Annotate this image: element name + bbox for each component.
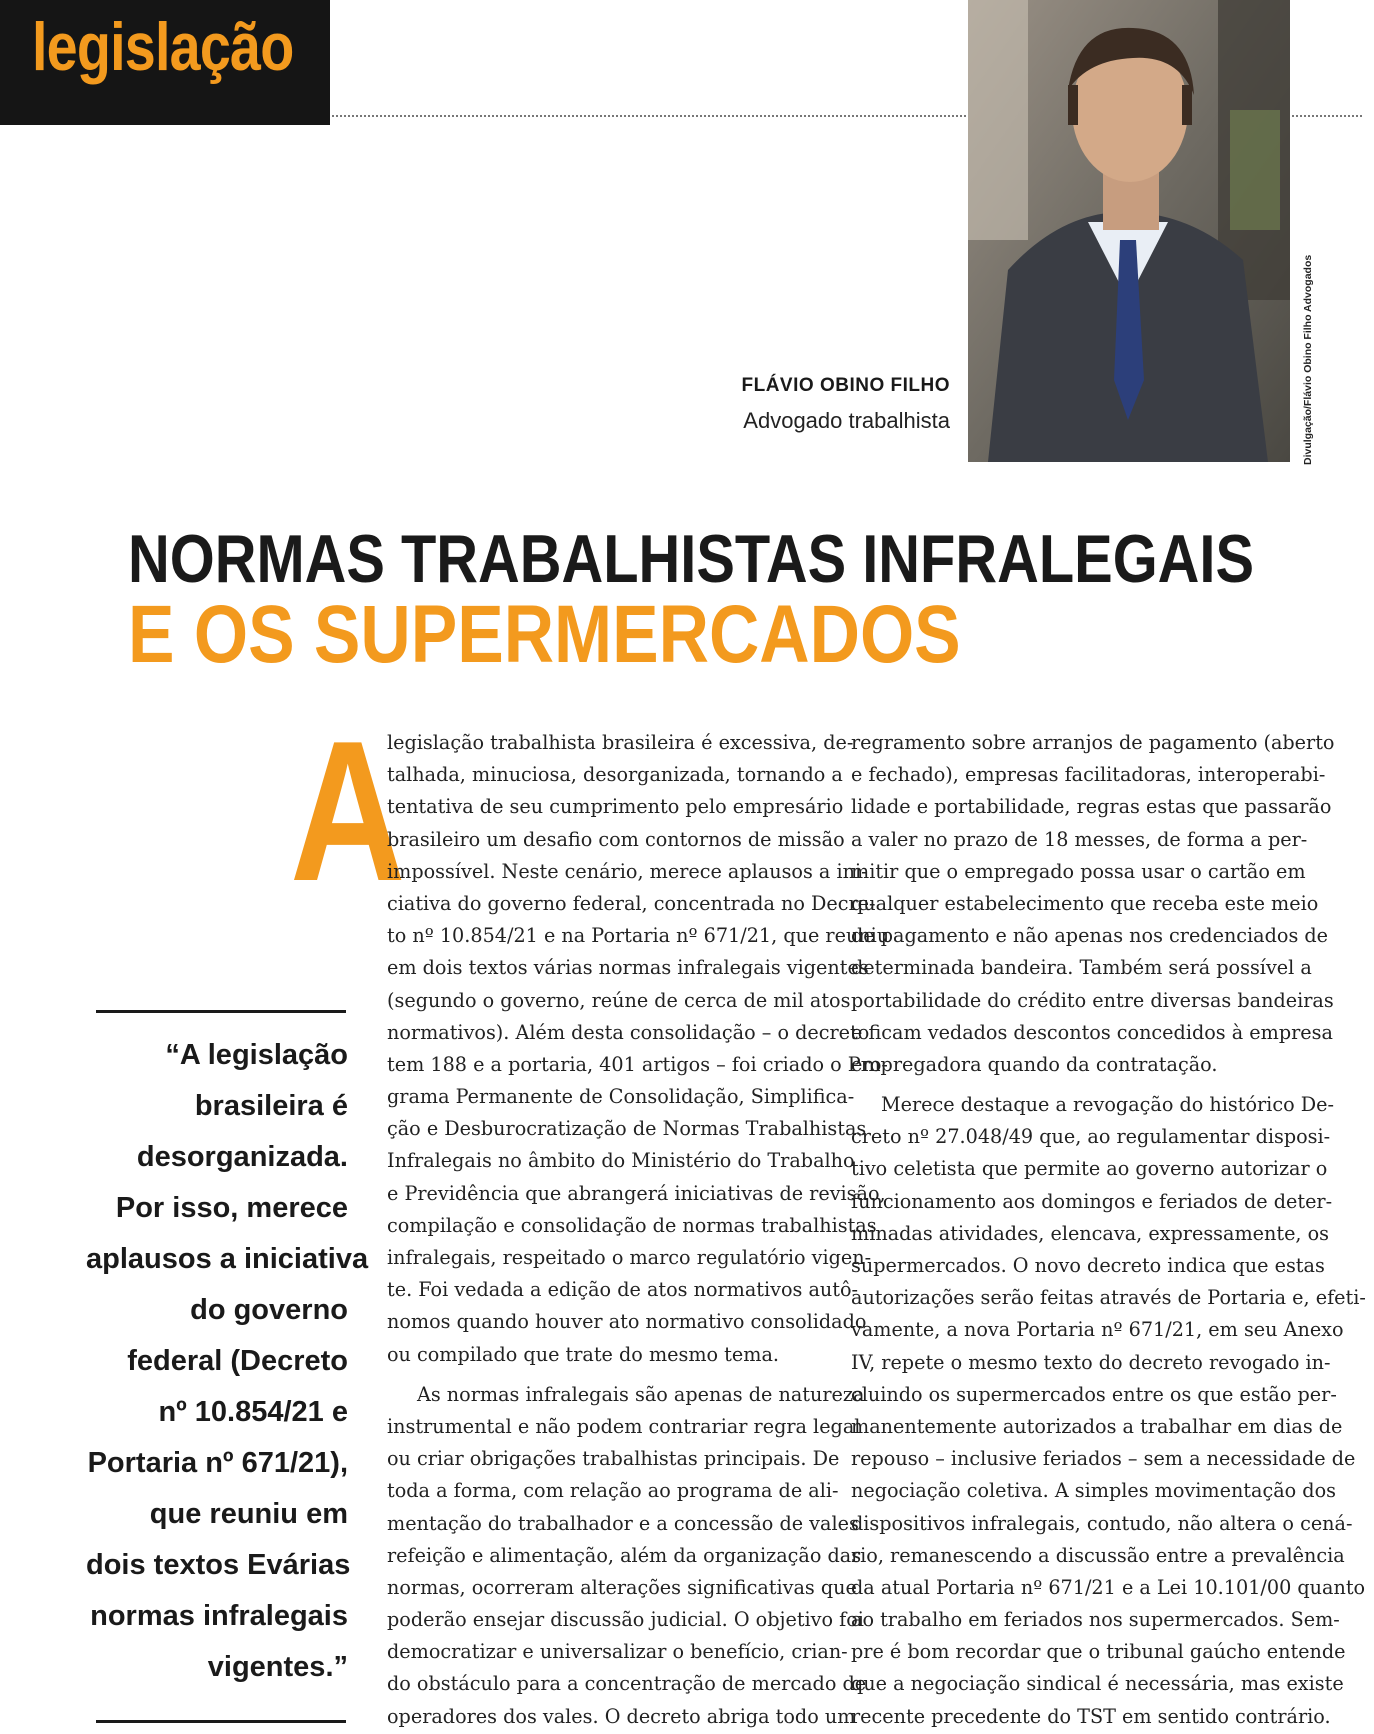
pullquote-rule-bottom xyxy=(96,1720,346,1723)
body-line: operadores dos vales. O decreto abriga todo um xyxy=(387,1704,856,1728)
pullquote-line: normas infralegais xyxy=(90,1600,348,1632)
pullquote-line: Portaria nº 671/21), xyxy=(87,1447,348,1479)
body-line: tem 188 e a portaria, 401 artigos – foi criado o Pro- xyxy=(387,1052,888,1076)
body-line: Infralegais no âmbito do Ministério do Trabalho xyxy=(387,1149,855,1173)
paragraph-gap xyxy=(387,1371,825,1379)
body-line: e ficam vedados descontos concedidos à empresa xyxy=(851,1020,1333,1044)
body-line: empregadora quando da contratação. xyxy=(851,1052,1218,1076)
body-line: IV, repete o mesmo texto do decreto revogado in- xyxy=(851,1350,1331,1374)
body-line: determinada bandeira. Também será possível a xyxy=(851,956,1312,980)
author-role: Advogado trabalhista xyxy=(743,408,950,433)
pullquote-line: que reuniu em xyxy=(149,1498,348,1530)
body-line: e fechado), empresas facilitadoras, interoperabi- xyxy=(851,763,1326,787)
body-line: ou compilado que trate do mesmo tema. xyxy=(387,1342,779,1366)
body-line: normativos). Além desta consolidação – o decreto xyxy=(387,1020,870,1044)
body-line: legislação trabalhista brasileira é excessiva, de- xyxy=(387,731,854,754)
author-name: FLÁVIO OBINO FILHO xyxy=(741,375,950,396)
photo-credit-text: Divulgação/Flávio Obino Filho Advogados xyxy=(1302,254,1314,465)
headline-line-1: NORMAS TRABALHISTAS INFRALEGAIS xyxy=(128,521,1255,597)
body-line: democratizar e universalizar o benefício, crian- xyxy=(387,1640,848,1664)
body-column-1 xyxy=(387,727,890,1733)
body-line: ou criar obrigações trabalhistas principais. De xyxy=(387,1447,840,1471)
body-line: da atual Portaria nº 671/21 e a Lei 10.101/00 quanto xyxy=(851,1575,1366,1599)
body-line: infralegais, respeitado o marco regulatório vigen- xyxy=(387,1246,872,1269)
pullquote-line: desorganizada. xyxy=(136,1141,348,1173)
pullquote-rule-top xyxy=(96,1010,346,1013)
pullquote-line: Por isso, merece xyxy=(115,1192,348,1224)
pullquote xyxy=(86,1030,369,1693)
body-line: talhada, minuciosa, desorganizada, tornando a xyxy=(387,763,843,787)
author-portrait-illustration xyxy=(968,0,1290,462)
pullquote-line: brasileira é xyxy=(194,1090,348,1122)
body-line: dispositivos infralegais, contudo, não altera o cená- xyxy=(851,1511,1353,1535)
pullquote-line: vigentes.” xyxy=(207,1651,348,1683)
body-line: a valer no prazo de 18 messes, de forma a per- xyxy=(851,827,1308,851)
body-line: ciativa do governo federal, concentrada no Decre- xyxy=(387,891,876,915)
body-line: regramento sobre arranjos de pagamento (aberto xyxy=(851,731,1335,754)
body-line: te. Foi vedada a edição de atos normativos autô- xyxy=(387,1278,859,1302)
body-line: mentação do trabalhador e a concessão de vales xyxy=(387,1511,859,1535)
body-line: negociação coletiva. A simples movimentação dos xyxy=(851,1479,1336,1503)
body-line: autorizações serão feitas através de Portaria e, efeti- xyxy=(851,1286,1366,1310)
body-line: manentemente autorizados a trabalhar em dias de xyxy=(851,1414,1343,1438)
body-line: supermercados. O novo decreto indica que estas xyxy=(851,1254,1325,1277)
body-line: ao trabalho em feriados nos supermercados. Sem- xyxy=(851,1608,1340,1632)
body-line: e Previdência que abrangerá iniciativas de revisão, xyxy=(387,1181,886,1205)
paragraph-gap xyxy=(851,1081,1288,1089)
body-line: toda a forma, com relação ao programa de ali- xyxy=(387,1479,839,1503)
pullquote-line: do governo xyxy=(190,1294,348,1326)
body-line: em dois textos várias normas infralegais vigentes xyxy=(387,956,869,980)
body-line: impossível. Neste cenário, merece aplausos a ini- xyxy=(387,859,868,883)
body-line: que a negociação sindical é necessária, mas existe xyxy=(851,1672,1344,1696)
body-line: (segundo o governo, reúne de cerca de mil atos xyxy=(387,988,851,1012)
body-line: brasileiro um desafio com contornos de missão xyxy=(387,827,845,851)
body-line: funcionamento aos domingos e feriados de deter- xyxy=(851,1189,1333,1213)
body-line: compilação e consolidação de normas trabalhistas xyxy=(387,1213,877,1237)
section-tag-label: legislação xyxy=(32,9,294,85)
body-line: vamente, a nova Portaria nº 671/21, em seu Anexo xyxy=(851,1318,1344,1342)
body-column-2 xyxy=(851,727,1366,1733)
photo-credit xyxy=(1302,235,1316,465)
headline-line-2: E OS SUPERMERCADOS xyxy=(128,589,961,680)
pullquote-line: “A legislação xyxy=(165,1039,348,1071)
pullquote-line: aplausos a iniciativa xyxy=(86,1243,369,1275)
body-line: instrumental e não podem contrariar regra legal xyxy=(387,1414,861,1438)
body-line: pre é bom recordar que o tribunal gaúcho entende xyxy=(851,1640,1346,1664)
body-line: recente precedente do TST em sentido contrário. xyxy=(851,1704,1331,1728)
body-line: to nº 10.854/21 e na Portaria nº 671/21, que reuniu xyxy=(387,924,890,948)
body-line: cluindo os supermercados entre os que estão per- xyxy=(851,1382,1337,1406)
body-line: refeição e alimentação, além da organização das xyxy=(387,1543,862,1567)
body-line: Merece destaque a revogação do histórico De- xyxy=(881,1093,1334,1117)
pullquote-line: federal (Decreto xyxy=(127,1345,348,1377)
section-tag xyxy=(0,0,330,125)
body-line: normas, ocorreram alterações significativas que xyxy=(387,1575,857,1599)
body-line: poderão ensejar discussão judicial. O objetivo foi xyxy=(387,1608,864,1632)
body-line: tivo celetista que permite ao governo autorizar o xyxy=(851,1157,1328,1181)
pullquote-line: nº 10.854/21 e xyxy=(158,1396,348,1428)
body-line: de pagamento e não apenas nos credenciados de xyxy=(851,924,1329,948)
body-line: lidade e portabilidade, regras estas que passarão xyxy=(851,795,1332,819)
body-line: ção e Desburocratização de Normas Trabalhistas xyxy=(387,1117,867,1141)
body-line: creto nº 27.048/49 que, ao regulamentar disposi- xyxy=(851,1125,1331,1149)
body-line: tentativa de seu cumprimento pelo empresário xyxy=(387,795,844,819)
body-line: minadas atividades, elencava, expressamente, os xyxy=(851,1221,1330,1245)
body-line: mitir que o empregado possa usar o cartão em xyxy=(851,859,1306,883)
body-line: rio, remanescendo a discussão entre a prevalência xyxy=(851,1543,1345,1567)
drop-cap: A xyxy=(290,700,406,923)
body-line: repouso – inclusive feriados – sem a necessidade de xyxy=(851,1447,1356,1471)
body-line: grama Permanente de Consolidação, Simplifica- xyxy=(387,1085,855,1109)
body-line: portabilidade do crédito entre diversas bandeiras xyxy=(851,988,1334,1012)
pullquote-line: dois textos Evárias xyxy=(86,1549,351,1581)
body-line: nomos quando houver ato normativo consolidado xyxy=(387,1310,867,1334)
body-line: As normas infralegais são apenas de natureza xyxy=(417,1382,865,1406)
body-line: do obstáculo para a concentração de mercado de xyxy=(387,1672,867,1696)
author-photo xyxy=(968,0,1290,462)
body-line: qualquer estabelecimento que receba este meio xyxy=(851,891,1319,915)
